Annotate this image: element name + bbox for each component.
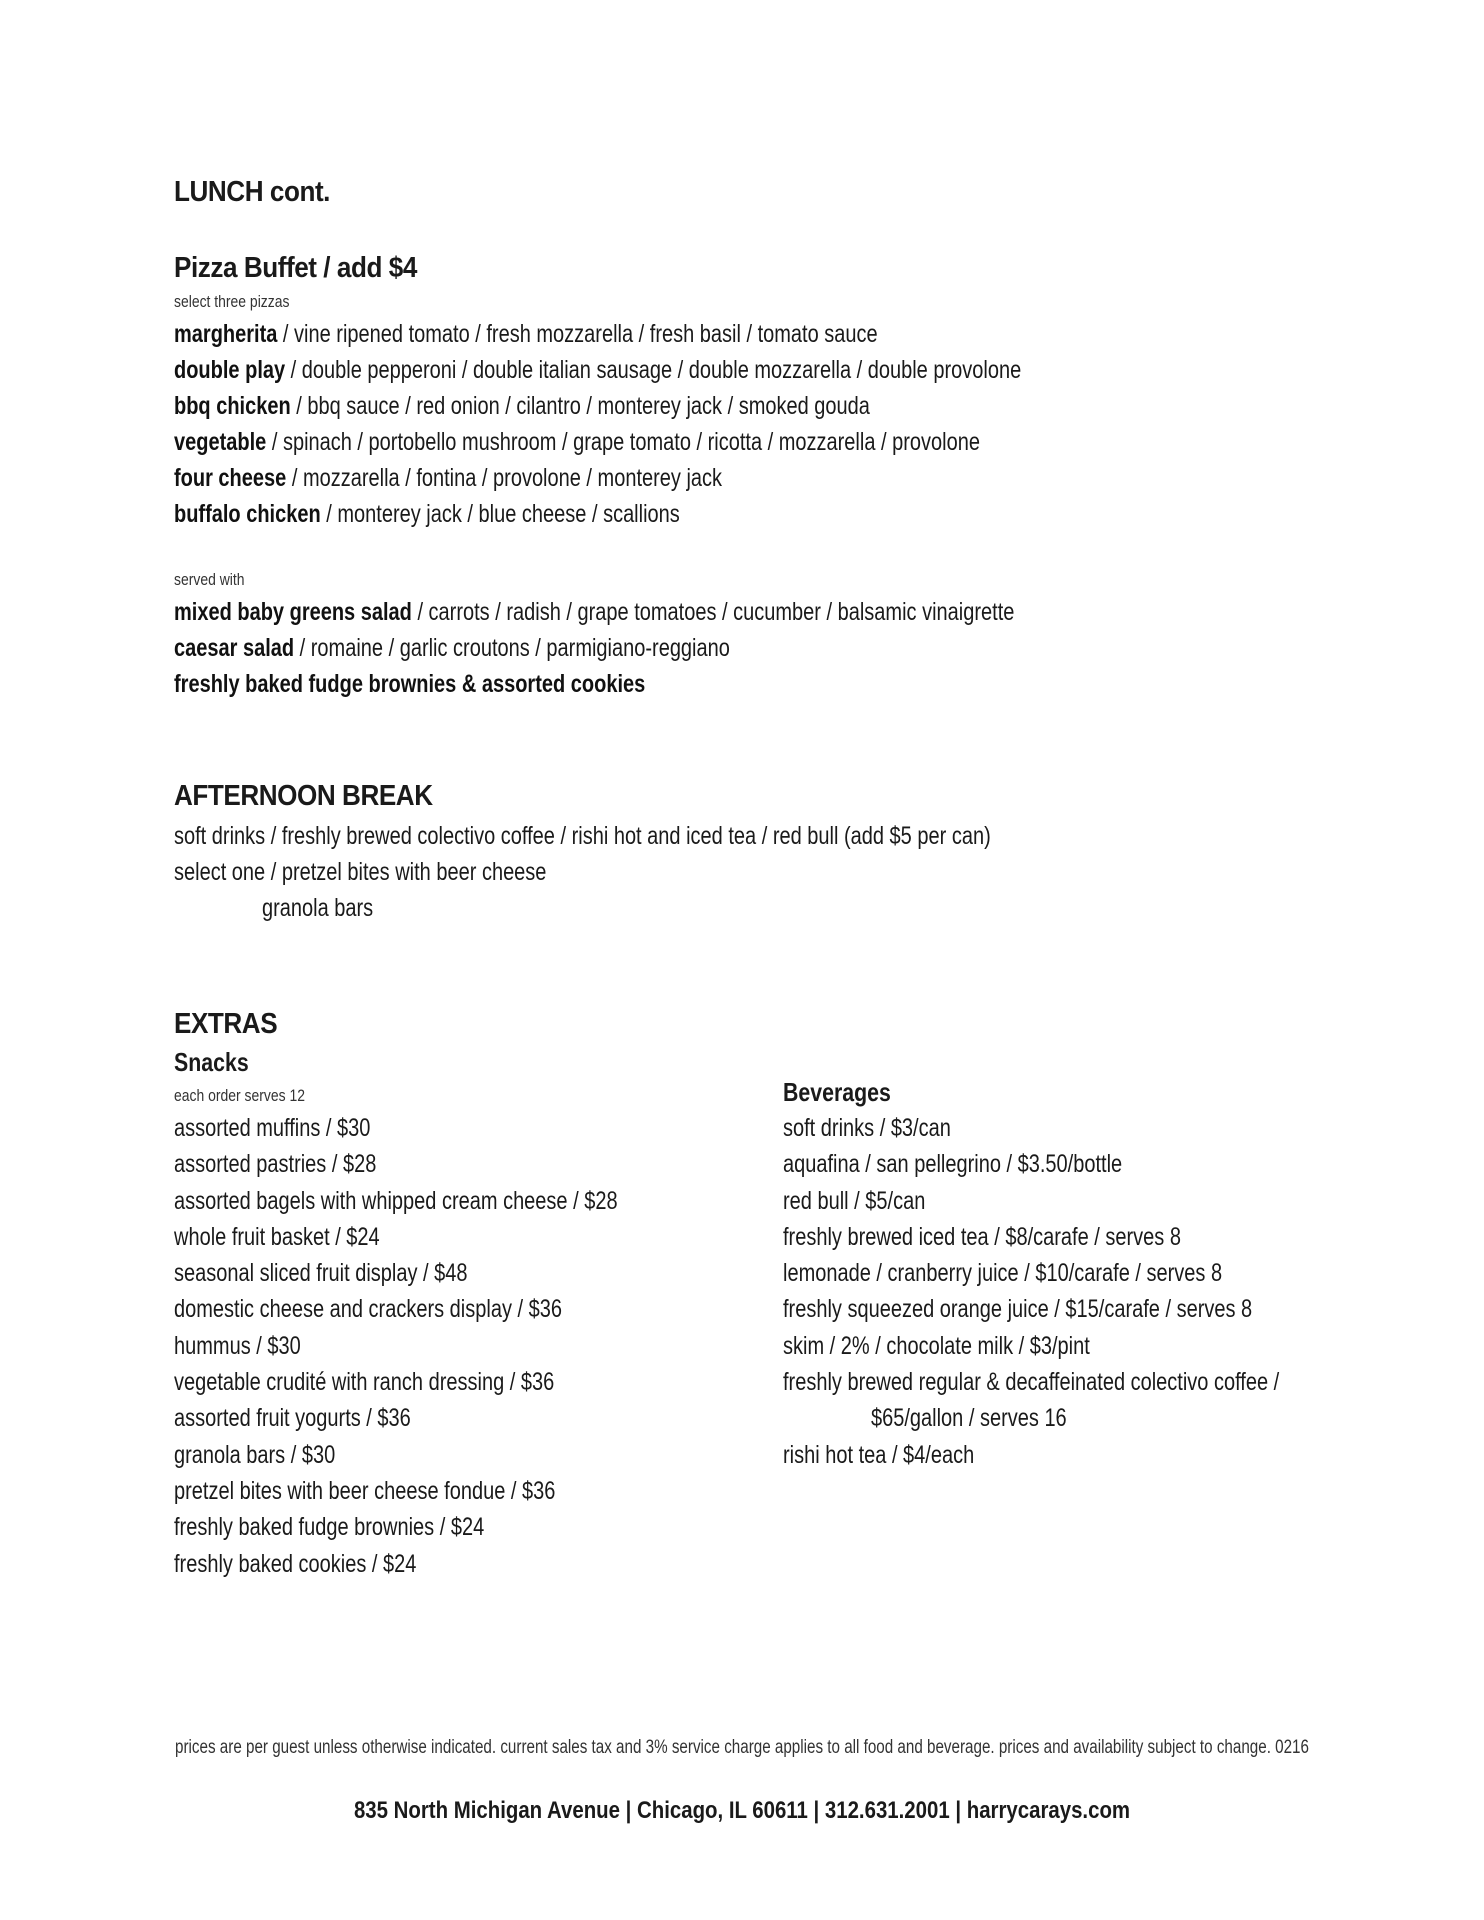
list-item: pretzel bites with beer cheese fondue / $36 xyxy=(174,1476,556,1505)
pizza-list xyxy=(174,316,1233,532)
sides-list xyxy=(174,594,1224,702)
list-item: skim / 2% / chocolate milk / $3/pint xyxy=(783,1331,1090,1360)
list-item: assorted fruit yogurts / $36 xyxy=(174,1404,411,1433)
extras-heading: EXTRAS xyxy=(174,1008,278,1040)
list-item: domestic cheese and crackers display / $36 xyxy=(174,1295,562,1324)
afternoon-break-line-3: granola bars xyxy=(262,894,374,922)
snacks-note: each order serves 12 xyxy=(174,1086,305,1105)
side-item-mixed-greens: mixed baby greens salad / carrots / radish / grape tomatoes / cucumber / balsamic vinaigrette xyxy=(174,598,1015,626)
list-item: hummus / $30 xyxy=(174,1331,301,1360)
list-item: soft drinks / $3/can xyxy=(783,1114,951,1142)
lunch-cont-heading: LUNCH cont. xyxy=(174,176,330,208)
snacks-list xyxy=(174,1110,729,1582)
pizza-item-four-cheese: four cheese / mozzarella / fontina / provolone / monterey jack xyxy=(174,464,723,492)
list-item: seasonal sliced fruit display / $48 xyxy=(174,1259,468,1288)
list-item: whole fruit basket / $24 xyxy=(174,1222,380,1251)
footer-address: 835 North Michigan Avenue | Chicago, IL 60611 | 312.631.2001 | harrycarays.com xyxy=(353,1797,1131,1824)
list-item: freshly baked cookies / $24 xyxy=(174,1549,417,1578)
beverages-list xyxy=(783,1110,1403,1473)
list-item: rishi hot tea / $4/each xyxy=(783,1440,975,1469)
served-with-note: served with xyxy=(174,570,245,589)
list-item: aquafina / san pellegrino / $3.50/bottle xyxy=(783,1150,1123,1179)
list-item: vegetable crudité with ranch dressing / $36 xyxy=(174,1368,555,1397)
side-item-desserts: freshly baked fudge brownies & assorted cookies xyxy=(174,670,646,698)
pizza-item-margherita: margherita / vine ripened tomato / fresh mozzarella / fresh basil / tomato sauce xyxy=(174,320,878,348)
pizza-item-double-play: double play / double pepperoni / double italian sausage / double mozzarella / double provolone xyxy=(174,356,1022,384)
afternoon-break-line-2: select one / pretzel bites with beer cheese xyxy=(174,858,547,886)
list-item: assorted bagels with whipped cream cheese / $28 xyxy=(174,1186,618,1215)
afternoon-break-line-1: soft drinks / freshly brewed colectivo coffee / rishi hot and iced tea / red bull (add $5 per can) xyxy=(174,822,991,850)
pizza-item-vegetable: vegetable / spinach / portobello mushroom / grape tomato / ricotta / mozzarella / provolone xyxy=(174,428,980,456)
list-item: freshly brewed regular & decaffeinated colectivo coffee / xyxy=(783,1368,1280,1397)
list-item: freshly squeezed orange juice / $15/carafe / serves 8 xyxy=(783,1295,1253,1324)
afternoon-break-heading: AFTERNOON BREAK xyxy=(174,780,433,812)
list-item: assorted muffins / $30 xyxy=(174,1114,371,1142)
side-item-caesar-salad: caesar salad / romaine / garlic croutons / parmigiano-reggiano xyxy=(174,634,730,662)
beverages-heading: Beverages xyxy=(783,1077,891,1107)
pizza-buffet-note: select three pizzas xyxy=(174,292,290,311)
pizza-item-buffalo-chicken: buffalo chicken / monterey jack / blue cheese / scallions xyxy=(174,500,680,528)
list-item: freshly baked fudge brownies / $24 xyxy=(174,1513,485,1542)
snacks-heading: Snacks xyxy=(174,1047,249,1077)
pizza-item-bbq-chicken: bbq chicken / bbq sauce / red onion / cilantro / monterey jack / smoked gouda xyxy=(174,392,870,420)
list-item: $65/gallon / serves 16 xyxy=(871,1404,1067,1433)
list-item: red bull / $5/can xyxy=(783,1186,926,1215)
list-item: assorted pastries / $28 xyxy=(174,1150,377,1179)
afternoon-break-body xyxy=(174,818,1195,926)
footer-note: prices are per guest unless otherwise indicated. current sales tax and 3% service charge applies to all food and beverage. prices and availability subject to change. 0216 xyxy=(175,1737,1309,1758)
list-item: freshly brewed iced tea / $8/carafe / serves 8 xyxy=(783,1222,1181,1251)
list-item: granola bars / $30 xyxy=(174,1440,336,1469)
pizza-buffet-heading: Pizza Buffet / add $4 xyxy=(174,252,417,284)
list-item: lemonade / cranberry juice / $10/carafe / serves 8 xyxy=(783,1259,1223,1288)
